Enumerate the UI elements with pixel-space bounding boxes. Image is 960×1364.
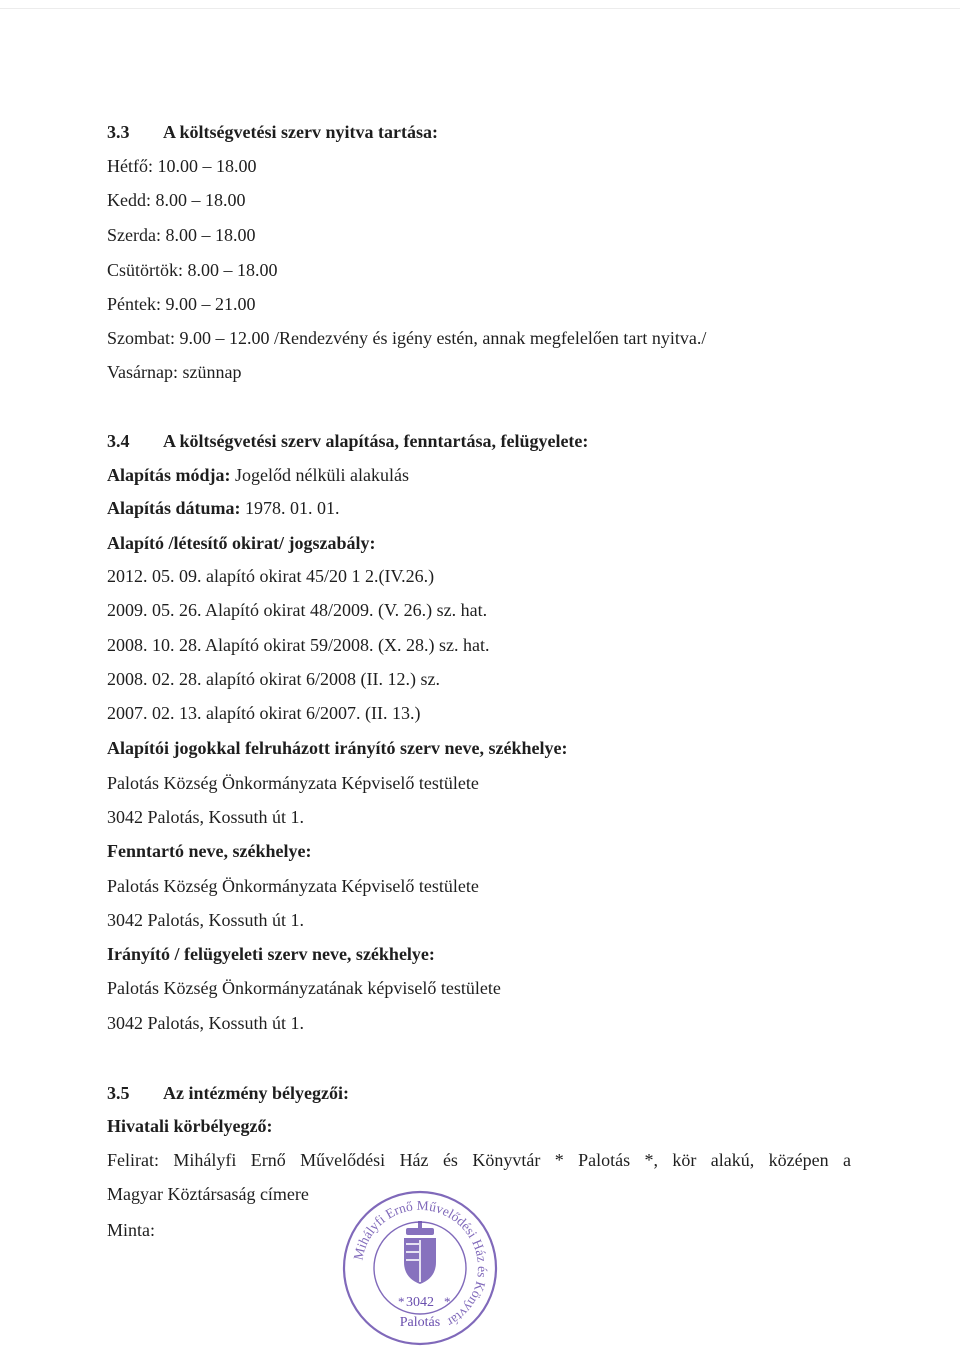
- section-3-3-title: A költségvetési szerv nyitva tartása:: [163, 122, 438, 142]
- stamp-postcode: 3042: [406, 1295, 434, 1310]
- caption-word: kör: [672, 1150, 697, 1170]
- round-stamp: [340, 1188, 500, 1348]
- section-3-5-title: Az intézmény bélyegzői:: [163, 1083, 349, 1103]
- founding-mode-label: Alapítás módja:: [107, 465, 231, 485]
- caption-word: Könyvtár: [472, 1150, 541, 1170]
- stamp-caption-line-2: Magyar Köztársaság címere: [107, 1184, 309, 1204]
- hours-monday: Hétfő: 10.00 – 18.00: [107, 156, 257, 176]
- founding-date-label: Alapítás dátuma:: [107, 498, 241, 518]
- hours-tuesday: Kedd: 8.00 – 18.00: [107, 190, 246, 210]
- caption-word: Felirat:: [107, 1150, 159, 1170]
- caption-word: Mihályfi: [173, 1150, 237, 1170]
- supervisor-name: Palotás Község Önkormányzatának képviselő testülete: [107, 978, 501, 998]
- caption-word: Művelődési: [300, 1150, 386, 1170]
- maintainer-name: Palotás Község Önkormányzata Képviselő testülete: [107, 876, 479, 896]
- founding-mode-value: Jogelőd nélküli alakulás: [235, 465, 409, 485]
- section-3-3-number: 3.3: [107, 122, 130, 142]
- caption-word: Ernő: [250, 1150, 286, 1170]
- supervisor-label: Irányító / felügyeleti szerv neve, székhelye:: [107, 944, 435, 964]
- caption-word: *: [554, 1150, 564, 1170]
- caption-word: alakú,: [710, 1150, 755, 1170]
- stamp-star-right: *: [444, 1294, 451, 1309]
- maintainer-label: Fenntartó neve, székhelye:: [107, 841, 312, 861]
- caption-word: középen: [768, 1150, 829, 1170]
- deed-item: 2008. 02. 28. alapító okirat 6/2008 (II. 12.) sz.: [107, 669, 440, 689]
- hours-friday: Péntek: 9.00 – 21.00: [107, 294, 256, 314]
- founding-date-value: 1978. 01. 01.: [245, 498, 340, 518]
- hours-sunday: Vasárnap: szünnap: [107, 362, 242, 382]
- section-3-4-title: A költségvetési szerv alapítása, fenntartása, felügyelete:: [163, 431, 589, 451]
- caption-word: és: [442, 1150, 458, 1170]
- stamp-town: Palotás: [399, 1315, 441, 1330]
- coat-of-arms-icon: [404, 1221, 436, 1284]
- founding-deed-label: Alapító /létesítő okirat/ jogszabály:: [107, 533, 376, 553]
- deed-item: 2009. 05. 26. Alapító okirat 48/2009. (V. 26.) sz. hat.: [107, 600, 488, 620]
- stamp-type-label: Hivatali körbélyegző:: [107, 1116, 273, 1136]
- founder-name: Palotás Község Önkormányzata Képviselő testülete: [107, 773, 479, 793]
- deed-item: 2007. 02. 13. alapító okirat 6/2007. (II. 13.): [107, 703, 421, 723]
- deed-item: 2012. 05. 09. alapító okirat 45/20 1 2.(IV.26.): [107, 566, 435, 586]
- founding-mode: [107, 464, 409, 486]
- page-top-edge: [0, 8, 960, 9]
- caption-word: *: [644, 1150, 654, 1170]
- stamp-ring-text: Mihályfi Ernő Művelődési Ház és Könyvtár: [350, 1197, 491, 1331]
- founder-label: Alapítói jogokkal felruházott irányító szerv neve, székhelye:: [107, 738, 568, 758]
- supervisor-address: 3042 Palotás, Kossuth út 1.: [107, 1013, 305, 1033]
- section-3-5-number: 3.5: [107, 1083, 130, 1103]
- sample-label: Minta:: [107, 1220, 155, 1240]
- caption-word: Palotás: [578, 1150, 631, 1170]
- caption-word: Ház: [399, 1150, 429, 1170]
- hours-thursday: Csütörtök: 8.00 – 18.00: [107, 260, 278, 280]
- section-3-4-number: 3.4: [107, 431, 130, 451]
- founder-address: 3042 Palotás, Kossuth út 1.: [107, 807, 305, 827]
- deed-item: 2008. 10. 28. Alapító okirat 59/2008. (X. 28.) sz. hat.: [107, 635, 490, 655]
- stamp-star-left: *: [398, 1294, 405, 1309]
- caption-word: a: [843, 1150, 851, 1170]
- founding-date: [107, 497, 340, 519]
- maintainer-address: 3042 Palotás, Kossuth út 1.: [107, 910, 305, 930]
- hours-saturday: Szombat: 9.00 – 12.00 /Rendezvény és igény estén, annak megfelelően tart nyitva./: [107, 328, 707, 348]
- caption-word: ,: [653, 1150, 658, 1170]
- hours-wednesday: Szerda: 8.00 – 18.00: [107, 225, 256, 245]
- stamp-caption-line-1: [107, 1149, 851, 1171]
